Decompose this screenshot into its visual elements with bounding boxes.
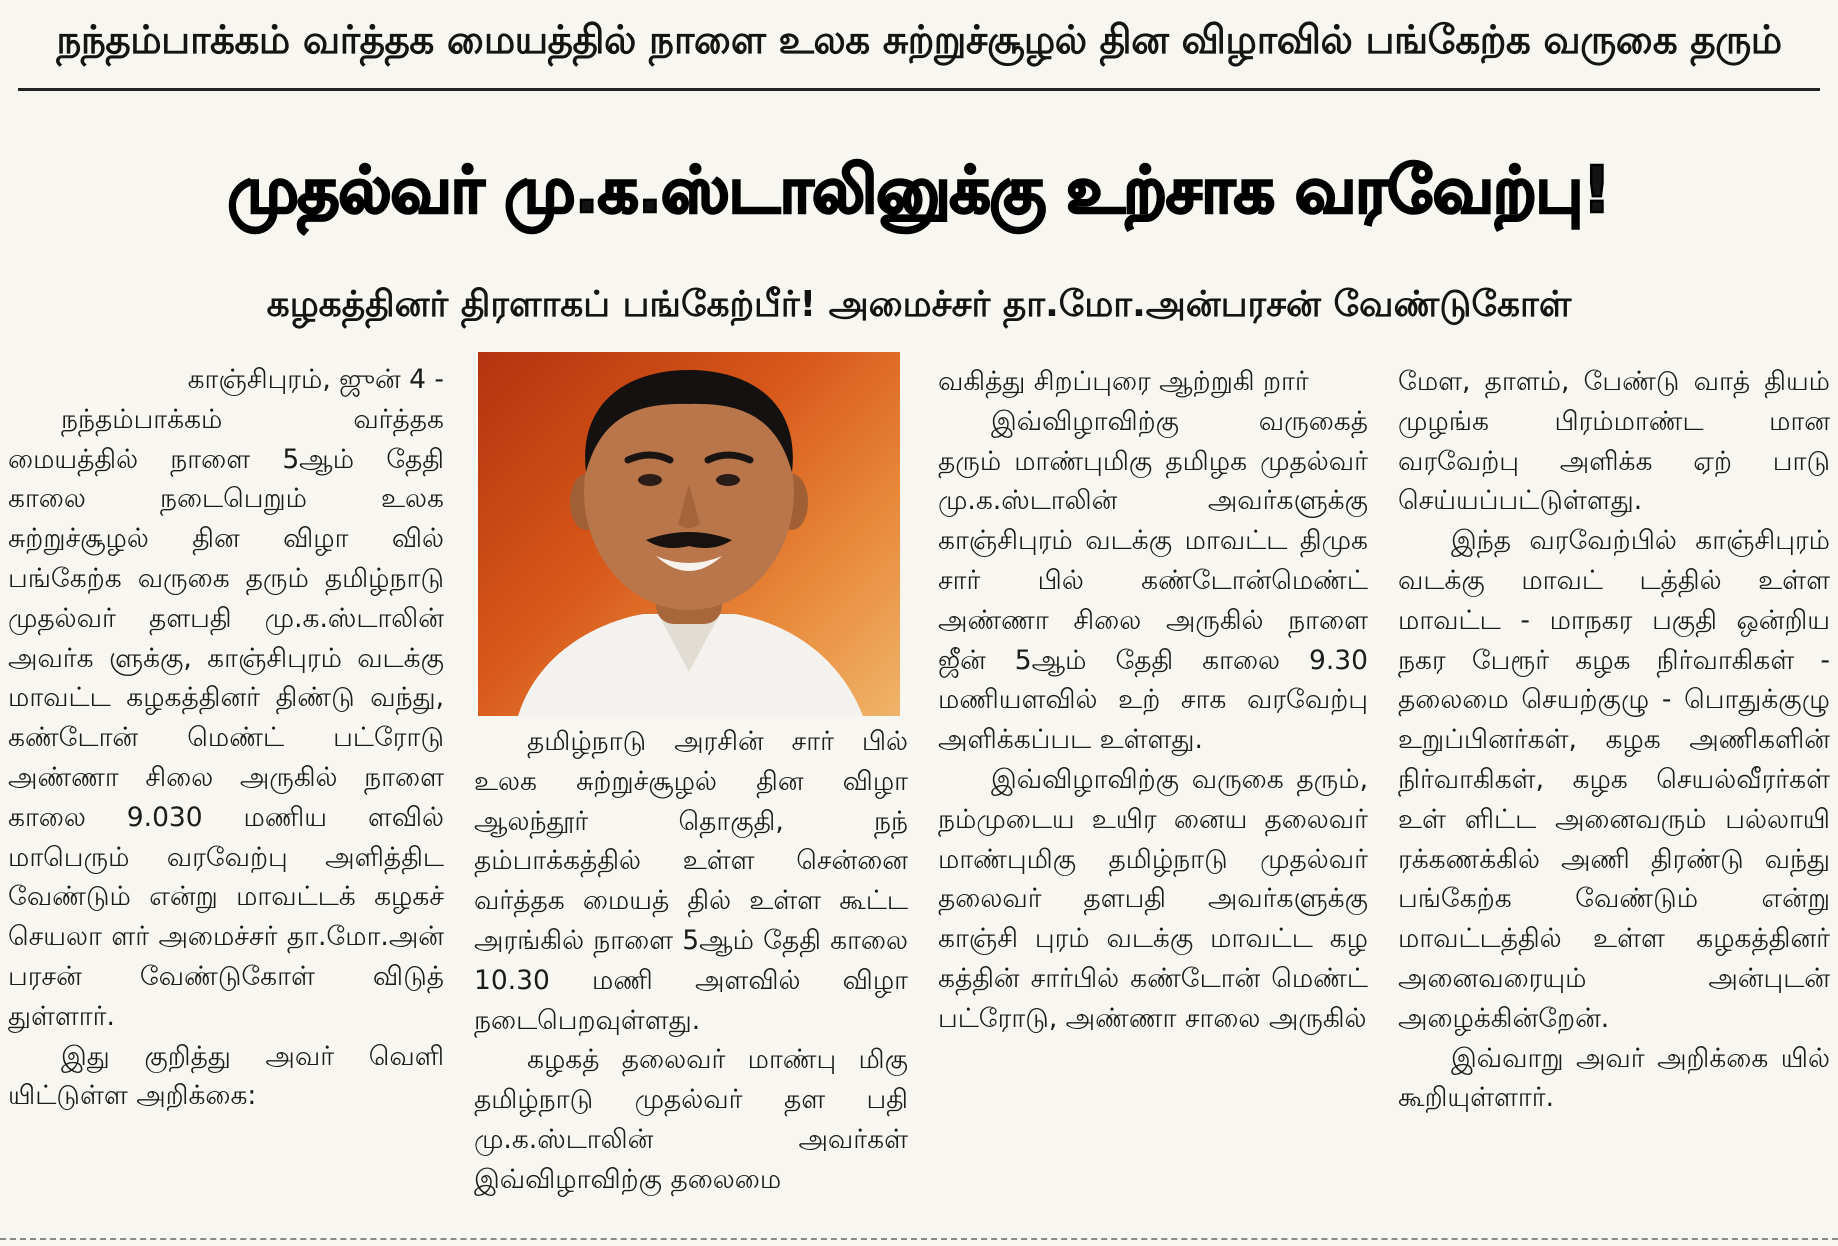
main-headline: முதல்வர் மு.க.ஸ்டாலினுக்கு உற்சாக வரவேற்பு! <box>227 154 1611 228</box>
paragraph: கழகத் தலைவர் மாண்பு மிகு தமிழ்நாடு முதல்வர் தள பதி மு.க.ஸ்டாலின் அவர்கள் இவ்விழாவிற்கு தலைமை <box>474 1044 908 1195</box>
kicker-headline: நந்தம்பாக்கம் வர்த்தக மையத்தில் நாளை உலக சுற்றுச்சூழல் தின விழாவில் பங்கேற்க வருகை தரும் <box>56 18 1782 63</box>
paragraph: மேள, தாளம், பேண்டு வாத் தியம் முழங்க பிரம்மாண்ட மான வரவேற்பு அளிக்க ஏற் பாடு செய்யப்பட்டுள்ளது. <box>1398 366 1830 517</box>
paragraph: இவ்வாறு அவர் அறிக்கை யில் கூறியுள்ளார். <box>1398 1042 1830 1114</box>
paragraph: இந்த வரவேற்பில் காஞ்சிபுரம் வடக்கு மாவட் டத்தில் உள்ள மாவட்ட - மாநகர பகுதி ஒன்றிய நகர பேரூர் கழக நிர்வாகிகள் - தலைமை செயற்குழு - பொதுக்குழு உறுப்பினர்கள், கழக அணிகளின் நிர்வாகிகள், கழக செயல்வீரர்கள் உள் ளிட்ட அனைவரும் பல்லாயி ரக்கணக்கில் அணி திரண்டு வந்து பங்கேற்க வேண்டும் என்று மாவட்டத்தில் உள்ள கழகத்தினர் அனைவரையும் அன்புடன் அழைக்கின்றேன். <box>1398 525 1830 1034</box>
dateline: காஞ்சிபுரம், ஜுன் 4 - <box>187 364 444 395</box>
paragraph: தமிழ்நாடு அரசின் சார் பில் உலக சுற்றுச்சூழல் தின விழா ஆலந்தூர் தொகுதி, நந் தம்பாக்கத்தில் உள்ள சென்னை வர்த்தக மையத் தில் உள்ள கூட்ட அரங்கில் நாளை 5ஆம் தேதி காலை 10.30 மணி அளவில் விழா நடைபெறவுள்ளது. <box>474 726 908 1036</box>
column-2 <box>474 722 908 1200</box>
column-4 <box>1398 362 1830 1118</box>
kicker-divider <box>18 88 1820 91</box>
paragraph: வகித்து சிறப்புரை ஆற்றுகி றார் <box>938 366 1309 397</box>
clipping-edge <box>0 1238 1838 1240</box>
column-3 <box>938 362 1368 1039</box>
paragraph: இவ்விழாவிற்கு வருகைத் தரும் மாண்புமிகு தமிழக முதல்வர் மு.க.ஸ்டாலின் அவர்களுக்கு காஞ்சிபுரம் வடக்கு மாவட்ட திமுக சார் பில் கண்டோன்மெண்ட் அண்ணா சிலை அருகில் நாளை ஜீன் 5ஆம் தேதி காலை 9.30 மணியளவில் உற் சாக வரவேற்பு அளிக்கப்பட உள்ளது. <box>938 405 1368 756</box>
paragraph: இவ்விழாவிற்கு வருகை தரும், நம்முடைய உயிர னைய தலைவர் மாண்புமிகு தமிழ்நாடு முதல்வர் தலைவர் தளபதி அவர்களுக்கு காஞ்சி புரம் வடக்கு மாவட்ட கழ கத்தின் சார்பில் கண்டோன் மெண்ட் பட்ரோடு, அண்ணா சாலை அருகில் <box>938 763 1368 1034</box>
paragraph: நந்தம்பாக்கம் வர்த்தக மையத்தில் நாளை 5ஆம் தேதி காலை நடைபெறும் உலக சுற்றுச்சூழல் தின விழா வில் பங்கேற்க வருகை தரும் தமிழ்நாடு முதல்வர் தளபதி மு.க.ஸ்டாலின் அவர்க ளுக்கு, காஞ்சிபுரம் வடக்கு மாவட்ட கழகத்தினர் திண்டு வந்து, கண்டோன் மெண்ட் பட்ரோடு அண்ணா சிலை அருகில் நாளை காலை 9.030 மணிய ளவில் மாபெரும் வரவேற்பு அளித்திட வேண்டும் என்று மாவட்டக் கழகச் செயலா ளர் அமைச்சர் தா.மோ.அன் பரசன் வேண்டுகோள் விடுத் துள்ளார். <box>8 403 444 1032</box>
portrait-photo <box>478 352 900 716</box>
subheadline: கழகத்தினர் திரளாகப் பங்கேற்பீர்! அமைச்சர் தா.மோ.அன்பரசன் வேண்டுகோள் <box>266 284 1572 325</box>
column-1 <box>8 360 444 1116</box>
portrait-illustration <box>478 352 900 716</box>
paragraph: இது குறித்து அவர் வெளி யிட்டுள்ள அறிக்கை: <box>8 1040 444 1112</box>
